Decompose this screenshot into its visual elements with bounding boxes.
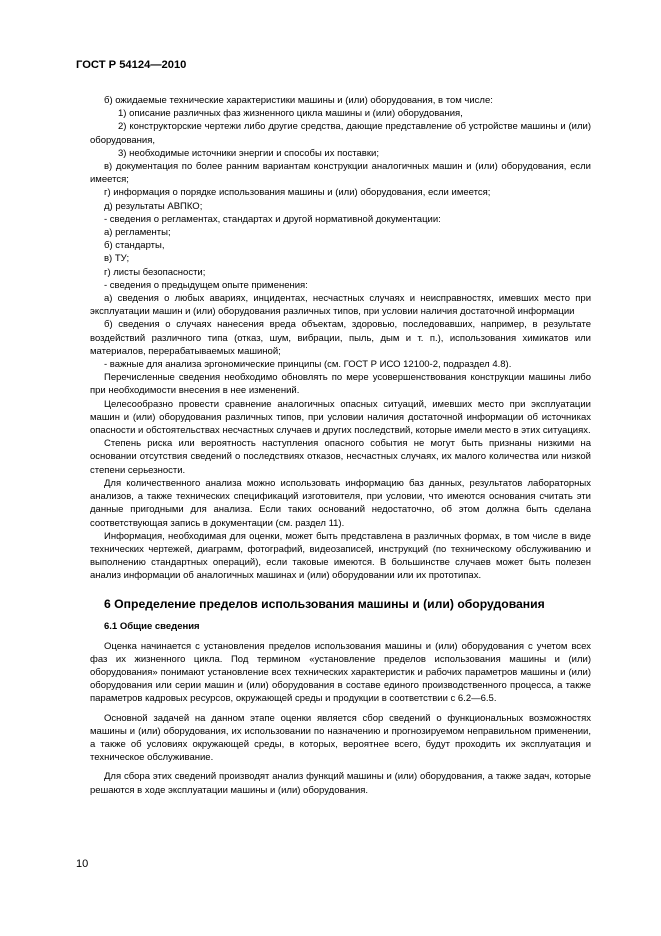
paragraph: а) сведения о любых авариях, инцидентах, несчастных случаях и неисправностях, имевших место при эксплуатации машин и (или) оборудования различных типов, при условии наличия достаточной информации [90, 293, 591, 318]
paragraph: 2) конструкторские чертежи либо другие средства, дающие представление об устройстве машины и (или) оборудования, [90, 121, 591, 146]
document-body [90, 94, 591, 797]
paragraph: а) регламенты; [104, 227, 171, 239]
paragraph: Для количественного анализа можно использовать информацию баз данных, результатов лабораторных анализов, а также технических спецификаций изготовителя, при условии, что имеются основания считать эти данные пригодными для анализа. Если таких оснований недостаточно, об этом должна быть сделана соответствующая запись в документации (см. раздел 11). [90, 477, 591, 529]
paragraph: Степень риска или вероятность наступления опасного события не могут быть признаны низкими на основании отсутствия сведений о последствиях отказов, несчастных случаях, их малого количества или низкой степени серьезности. [90, 438, 591, 476]
paragraph: г) листы безопасности; [104, 266, 206, 278]
document-header: ГОСТ Р 54124—2010 [76, 59, 187, 71]
paragraph: д) результаты АВПКО; [104, 200, 203, 212]
paragraph: Целесообразно провести сравнение аналогичных опасных ситуаций, имевших место при эксплуатации машин и (или) оборудования различных типов, при условии наличия достаточной информации об источниках опасности и обстоятельствах несчастных случаев и других последствий, которые имели место в этих ситуациях. [90, 398, 591, 437]
paragraph: - сведения о предыдущем опыте применения: [104, 279, 308, 291]
paragraph: в) документация по более ранним вариантам конструкции аналогичных машин и (или) оборудования, если имеется; [90, 161, 591, 186]
paragraph: Для сбора этих сведений производят анализ функций машины и (или) оборудования, а также задач, которые решаются в ходе эксплуатации машины и (или) оборудования. [90, 771, 591, 796]
paragraph: 3) необходимые источники энергии и способы их поставки; [118, 147, 379, 159]
paragraph: 1) описание различных фаз жизненного цикла машины и (или) оборудования, [118, 108, 463, 120]
section-heading: 6 Определение пределов использования машины и (или) оборудования [104, 596, 545, 611]
paragraph: б) сведения о случаях нанесения вреда объектам, здоровью, последовавших, например, в результате воздействий различного типа (отказ, шум, вибрации, пыль, дым и т. п.), использования химикатов или материалов, перерабатываемых машиной; [90, 319, 591, 357]
paragraph: г) информация о порядке использования машины и (или) оборудования, если имеется; [104, 187, 491, 199]
subsection-heading: 6.1 Общие сведения [104, 620, 200, 632]
paragraph: б) стандарты, [104, 240, 165, 252]
paragraph: Информация, необходимая для оценки, может быть представлена в различных формах, в том числе в виде технических чертежей, диаграмм, фотографий, видеозаписей, инструкций (по техническому обслуживанию и выполнению стандартных операций), если таковые имеются. В большинстве случаев может быть полезен анализ информации об аналогичных машинах и (или) оборудовании или их прототипах. [90, 530, 591, 582]
paragraph: - важные для анализа эргономические принципы (см. ГОСТ Р ИСО 12100-2, подраздел 4.8). [104, 359, 512, 371]
page-number: 10 [76, 858, 89, 870]
paragraph: Оценка начинается с установления пределов использования машины и (или) оборудования с учетом всех фаз их жизненного цикла. Под термином «установление пределов использования машины и (или) оборудования» понимают установление всех технических характеристик и рабочих параметров машины и (или) оборудования или серии машин и (или) оборудования в составе единого производственного процесса, а также параметров кадровых ресурсов, окружающей среды и продукции в соответствии с 6.2—6.5. [90, 640, 591, 705]
paragraph: - сведения о регламентах, стандартах и другой нормативной документации: [104, 213, 441, 225]
paragraph: в) ТУ; [104, 253, 130, 265]
paragraph: б) ожидаемые технические характеристики машины и (или) оборудования, в том числе: [104, 95, 493, 106]
paragraph: Перечисленные сведения необходимо обновлять по мере усовершенствования конструкции машины либо при необходимости внесения в нее изменений. [90, 372, 591, 397]
paragraph: Основной задачей на данном этапе оценки является сбор сведений о функциональных возможностях машины и (или) оборудования, их использовании по назначению и прогнозируемом неправильном применении, а также об условиях окружающей среды, в которых, вероятнее всего, будут проходить их эксплуатация и техническое обслуживание. [90, 712, 591, 764]
